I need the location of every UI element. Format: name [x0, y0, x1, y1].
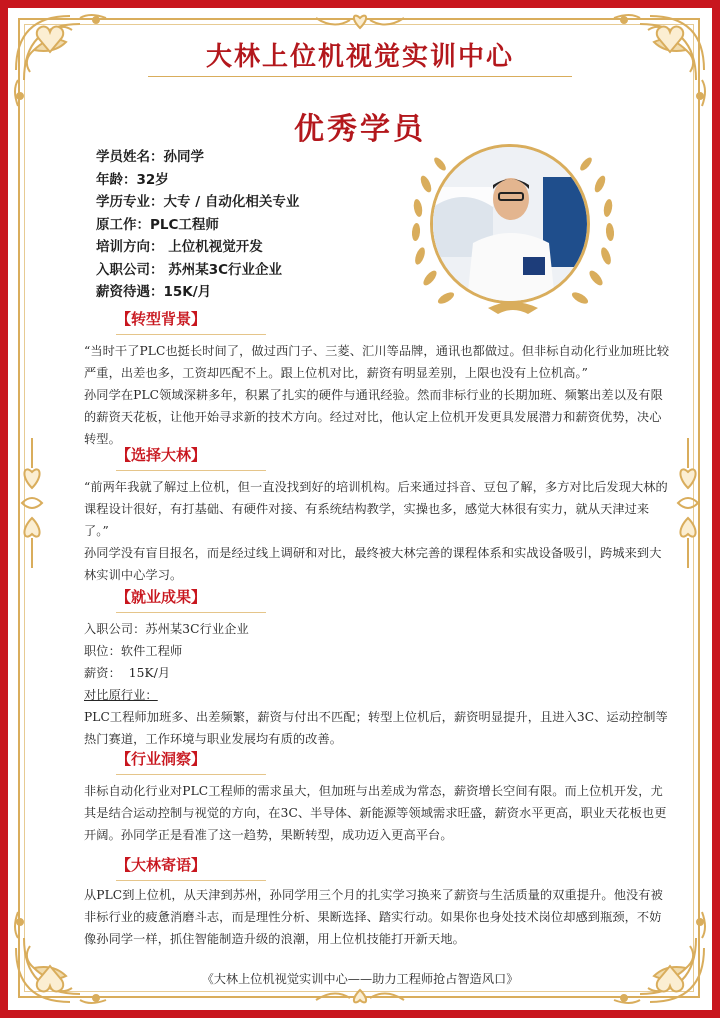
summary-paragraph: 孙同学在PLC领域深耕多年，积累了扎实的硬件与通讯经验。然而非标行业的长期加班、频繁出差以及有限的薪资天花板，让他开始寻求新的技术方向。经过对比，他认定上位机开发更具发展潜力和薪资优势，决心转型。	[84, 388, 663, 446]
section-heading-transition: 【转型背景】	[116, 308, 266, 335]
employment-position: 职位：软件工程师	[84, 644, 183, 658]
section-heading-message: 【大林寄语】	[116, 854, 266, 881]
student-photo	[430, 144, 590, 304]
footer-slogan: 《大林上位机视觉实训中心——助力工程师抢占智造风口》	[201, 972, 519, 986]
profile-age: 年龄：32岁	[96, 171, 169, 188]
quote-paragraph: “前两年我就了解过上位机，但一直没找到好的培训机构。后来通过抖音、豆包了解，多方对比后发现大林的课程设计很好，有打基础、有硬件对接、有系统结构教学，实操也多，感觉大林很有实力，就从天津过来了。”	[84, 480, 668, 538]
section-heading-employment: 【就业成果】	[116, 586, 266, 613]
section-body-employment	[84, 618, 672, 750]
bottom-ornament-icon	[310, 986, 410, 1008]
profile-name: 学员姓名：孙同学	[96, 149, 204, 165]
profile-company: 入职公司： 苏州某3C行业企业	[96, 261, 283, 278]
poster-page	[8, 8, 712, 1010]
page-title: 大林上位机视觉实训中心	[205, 42, 514, 72]
heart-ornament-icon	[668, 428, 708, 578]
section-body-insight	[84, 780, 672, 846]
section-heading-insight: 【行业洞察】	[116, 748, 266, 775]
section-body-choose	[84, 476, 672, 586]
employment-company: 入职公司：苏州某3C行业企业	[84, 622, 249, 636]
profile-training: 培训方向： 上位机视觉开发	[96, 239, 263, 255]
top-ornament-icon	[310, 10, 410, 32]
heart-ornament-icon	[12, 428, 52, 578]
summary-paragraph: 孙同学没有盲目报名，而是经过线上调研和对比，最终被大林完善的课程体系和实战设备吸引，跨城来到大林实训中心学习。	[84, 546, 662, 582]
section-body-transition	[84, 340, 672, 450]
profile-education: 学历专业：大专 / 自动化相关专业	[96, 194, 300, 210]
employment-salary: 薪资： 15K/月	[84, 666, 171, 680]
page-subtitle: 优秀学员	[294, 112, 426, 147]
profile-previous-job: 原工作：PLC工程师	[96, 216, 219, 233]
title-divider	[148, 76, 572, 77]
section-body-message	[84, 884, 672, 950]
student-profile	[96, 146, 416, 304]
quote-paragraph: “当时干了PLC也挺长时间了，做过西门子、三菱、汇川等品牌，通讯也都做过。但非标自动化行业加班比较严重，出差也多，工资却匹配不上。跟上位机对比，薪资有明显差别，上限也没有上位机高。”	[84, 344, 670, 380]
compare-label: 对比原行业：	[84, 688, 158, 702]
section-heading-choose: 【选择大林】	[116, 444, 266, 471]
insight-text: 非标自动化行业对PLC工程师的需求虽大，但加班与出差成为常态，薪资增长空间有限。而上位机开发，尤其是结合运动控制与视觉的方向，在3C、半导体、新能源等领域需求旺盛，薪资水平更高，职业天花板也更开阔。孙同学正是看准了这一趋势，果断转型，成功迈入更高平台。	[84, 784, 667, 842]
profile-salary: 薪资待遇：15K/月	[96, 284, 212, 300]
compare-text: PLC工程师加班多、出差频繁，薪资与付出不匹配；转型上位机后，薪资明显提升，且进入3C、运动控制等热门赛道，工作环境与职业发展均有质的改善。	[84, 710, 668, 746]
message-text: 从PLC到上位机，从天津到苏州，孙同学用三个月的扎实学习换来了薪资与生活质量的双重提升。他没有被非标行业的疲惫消磨斗志，而是理性分析、果断选择、踏实行动。如果你也身处技术岗位却感到瓶颈，不妨像孙同学一样，抓住智能制造升级的浪潮，用上位机技能打开新天地。	[84, 888, 663, 946]
student-photo-area	[408, 128, 618, 318]
